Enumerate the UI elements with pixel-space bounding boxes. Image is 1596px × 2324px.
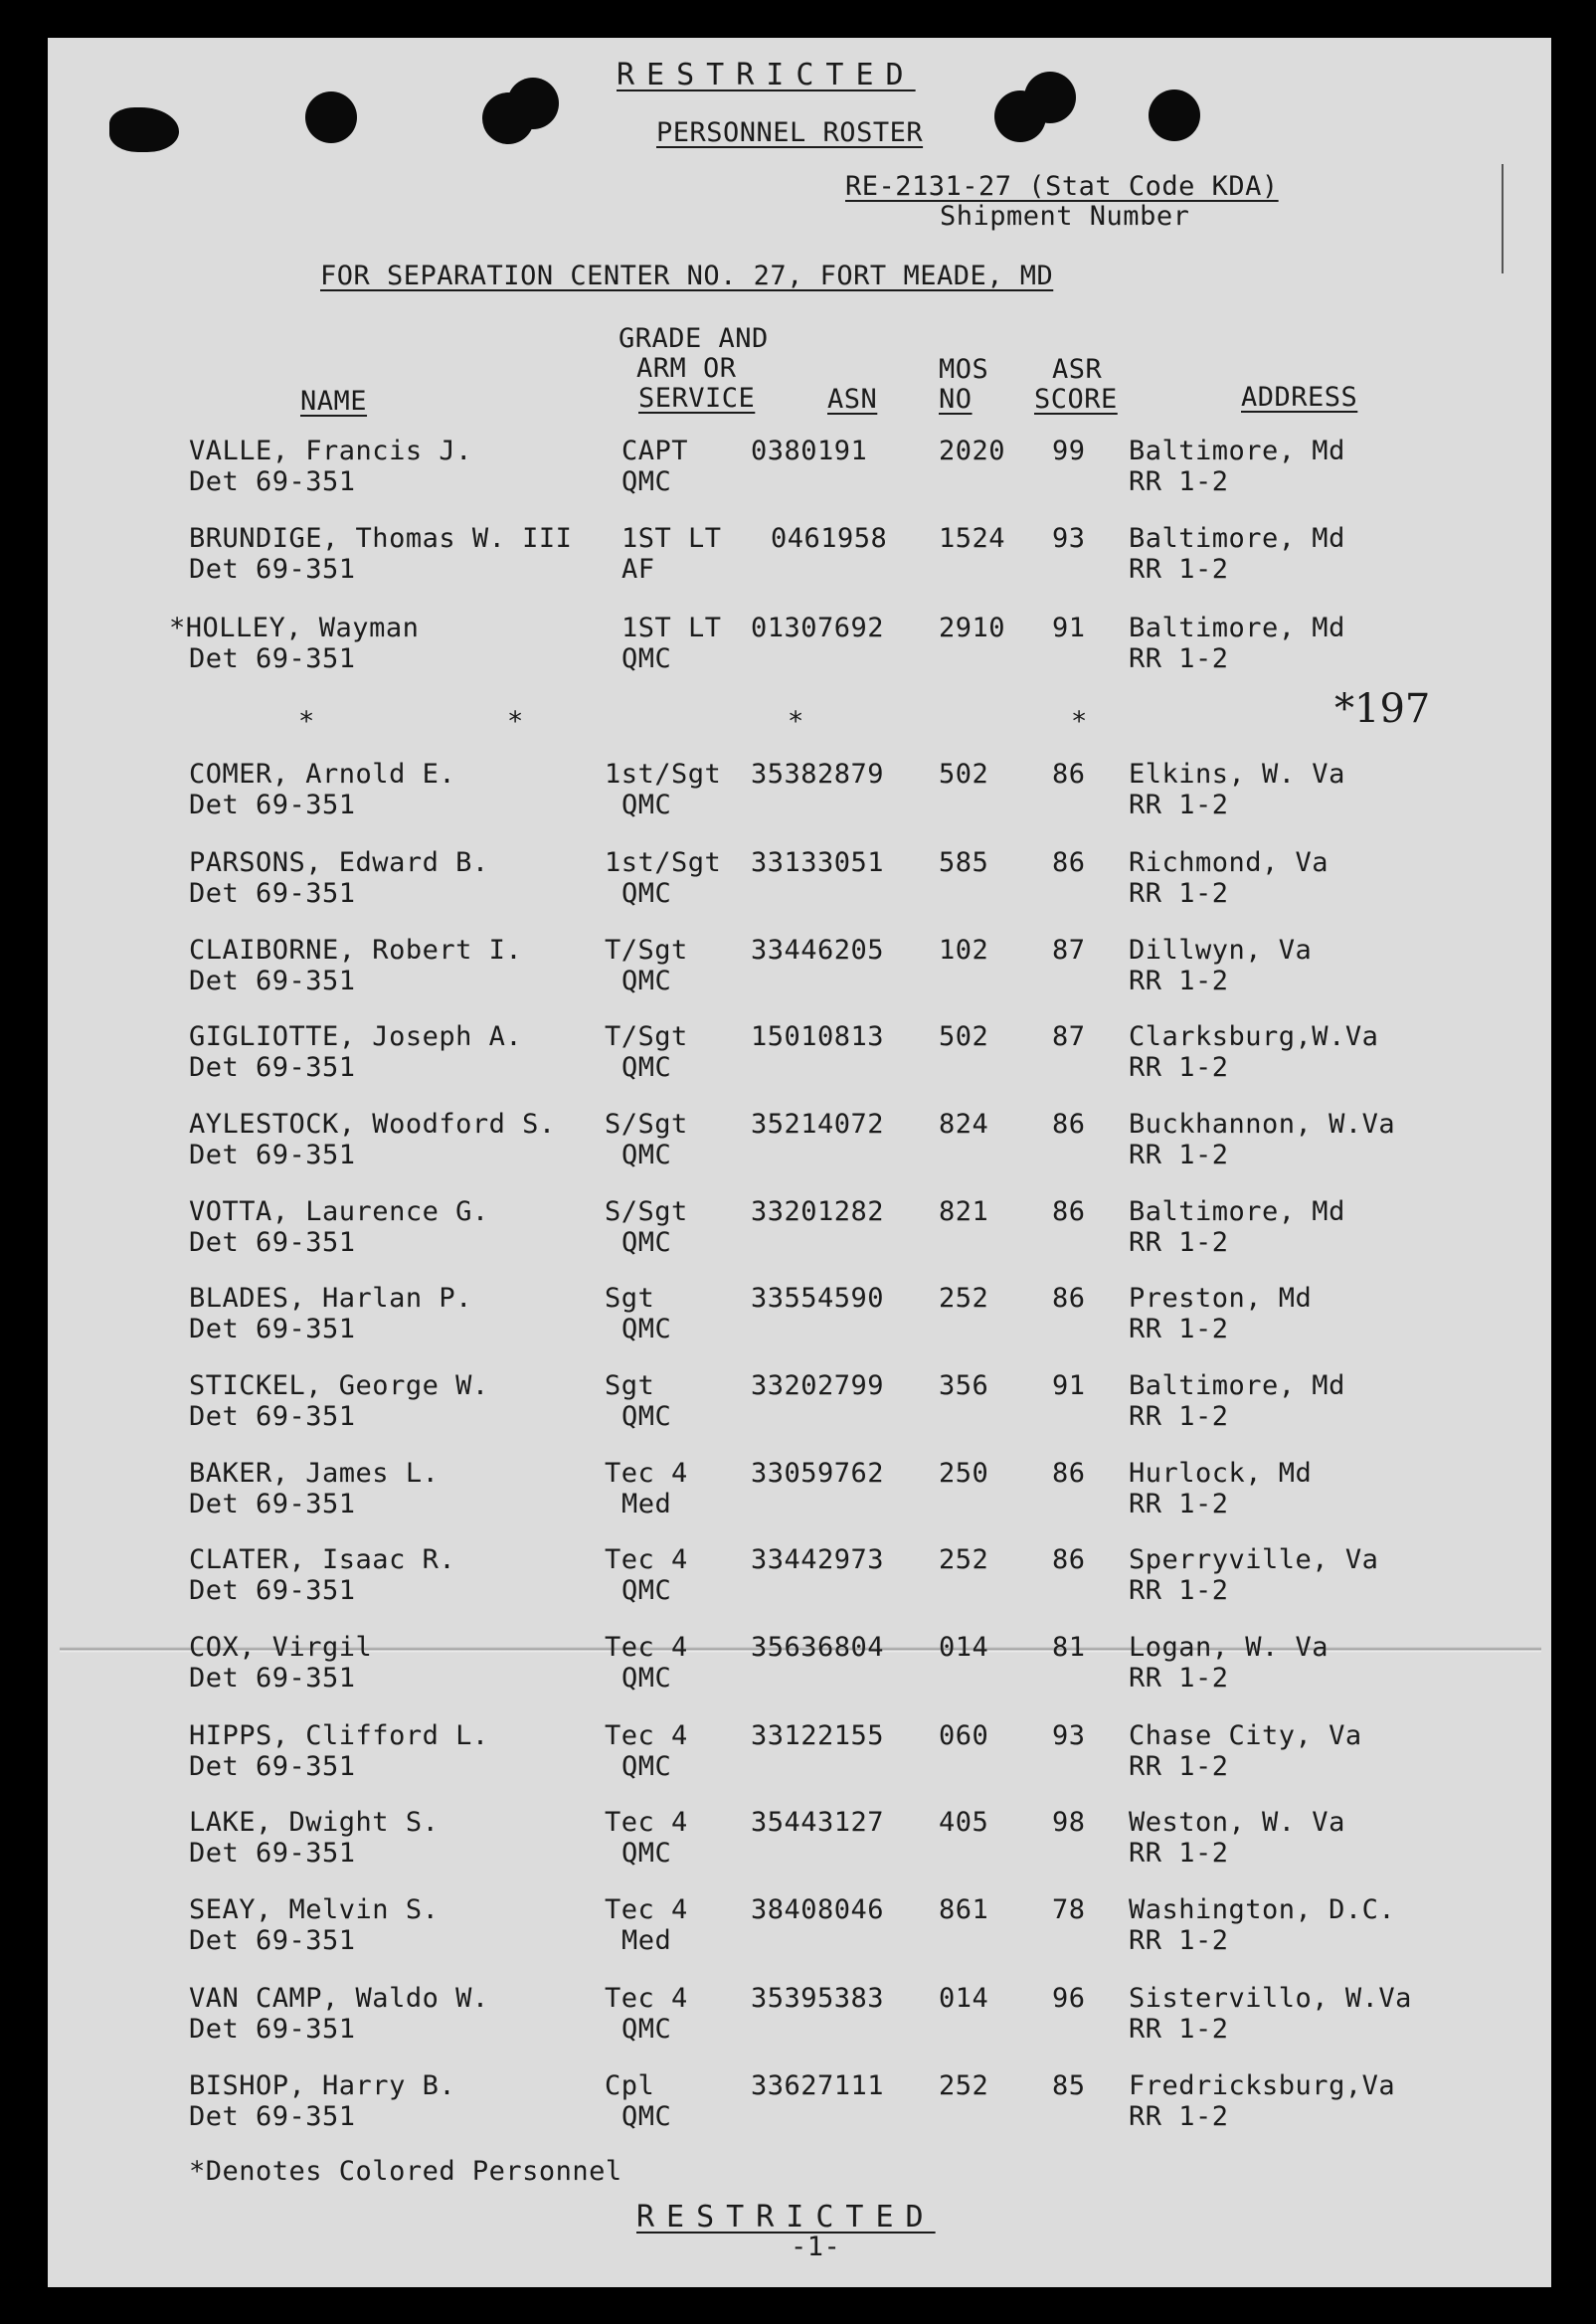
row-rr: RR 1-2 <box>1129 466 1229 497</box>
row-mos: 014 <box>939 1632 989 1663</box>
row-arm: Med <box>621 1489 672 1520</box>
row-unit: Det 69-351 <box>189 643 356 674</box>
row-rr: RR 1-2 <box>1129 643 1229 674</box>
row-asn: 01307692 <box>751 613 885 643</box>
row-asn: 35214072 <box>751 1109 885 1140</box>
row-asr: 86 <box>1052 1458 1086 1489</box>
row-asn: 35443127 <box>751 1807 885 1838</box>
row-asn: 38408046 <box>751 1894 885 1925</box>
row-mos: 585 <box>939 847 989 878</box>
row-asr: 86 <box>1052 1109 1086 1140</box>
separator-star: * <box>1071 706 1088 737</box>
table-row <box>0 523 1596 585</box>
row-rr: RR 1-2 <box>1129 1314 1229 1344</box>
row-rr: RR 1-2 <box>1129 2101 1229 2132</box>
row-name: SEAY, Melvin S. <box>189 1894 440 1925</box>
table-row <box>0 1632 1596 1694</box>
row-grade: S/Sgt <box>605 1196 688 1227</box>
row-arm: QMC <box>621 2101 672 2132</box>
row-mos: 252 <box>939 1283 989 1314</box>
table-row <box>0 1196 1596 1258</box>
row-asr: 81 <box>1052 1632 1086 1663</box>
row-mos: 2020 <box>939 436 1006 466</box>
row-mos: 502 <box>939 759 989 790</box>
row-name: AYLESTOCK, Woodford S. <box>189 1109 556 1140</box>
row-asr: 91 <box>1052 613 1086 643</box>
row-asr: 86 <box>1052 759 1086 790</box>
table-row <box>0 613 1596 674</box>
row-grade: Tec 4 <box>605 1458 688 1489</box>
row-unit: Det 69-351 <box>189 790 356 820</box>
row-rr: RR 1-2 <box>1129 554 1229 585</box>
row-grade: Tec 4 <box>605 1807 688 1838</box>
row-asr: 99 <box>1052 436 1086 466</box>
row-address: Baltimore, Md <box>1129 613 1345 643</box>
row-mos: 060 <box>939 1720 989 1751</box>
row-mos: 405 <box>939 1807 989 1838</box>
shipment-caption: Shipment Number <box>940 201 1190 232</box>
row-asr: 85 <box>1052 2070 1086 2101</box>
row-name: COX, Virgil <box>189 1632 373 1663</box>
table-row <box>0 1458 1596 1520</box>
row-grade: 1ST LT <box>621 613 722 643</box>
table-row <box>0 1720 1596 1782</box>
row-unit: Det 69-351 <box>189 1575 356 1606</box>
row-grade: 1st/Sgt <box>605 759 722 790</box>
row-unit: Det 69-351 <box>189 1489 356 1520</box>
table-row <box>0 1807 1596 1869</box>
row-name: CLAIBORNE, Robert I. <box>189 935 523 966</box>
row-arm: QMC <box>621 1575 672 1606</box>
row-grade: Tec 4 <box>605 1894 688 1925</box>
row-address: Baltimore, Md <box>1129 523 1345 554</box>
row-asn: 33133051 <box>751 847 885 878</box>
row-address: Sperryville, Va <box>1129 1544 1379 1575</box>
row-grade: T/Sgt <box>605 1021 688 1052</box>
row-unit: Det 69-351 <box>189 1663 356 1694</box>
row-asr: 86 <box>1052 847 1086 878</box>
separator-star: * <box>788 706 804 737</box>
row-unit: Det 69-351 <box>189 466 356 497</box>
table-row <box>0 1370 1596 1432</box>
punch-hole <box>305 91 357 143</box>
col-header-mos-2: NO <box>939 384 973 415</box>
margin-mark <box>1502 164 1504 273</box>
row-name: BISHOP, Harry B. <box>189 2070 456 2101</box>
row-address: Elkins, W. Va <box>1129 759 1345 790</box>
col-header-mos-1: MOS <box>939 354 989 385</box>
row-asn: 33122155 <box>751 1720 885 1751</box>
row-address: Sistervillo, W.Va <box>1129 1983 1412 2014</box>
row-unit: Det 69-351 <box>189 554 356 585</box>
row-arm: QMC <box>621 878 672 909</box>
row-address: Hurlock, Md <box>1129 1458 1313 1489</box>
row-name: BLADES, Harlan P. <box>189 1283 472 1314</box>
row-asn: 35636804 <box>751 1632 885 1663</box>
row-asr: 93 <box>1052 1720 1086 1751</box>
row-address: Logan, W. Va <box>1129 1632 1330 1663</box>
table-row <box>0 1544 1596 1606</box>
row-address: Baltimore, Md <box>1129 1370 1345 1401</box>
row-name: VALLE, Francis J. <box>189 436 472 466</box>
row-asr: 91 <box>1052 1370 1086 1401</box>
row-asr: 93 <box>1052 523 1086 554</box>
row-asn: 33442973 <box>751 1544 885 1575</box>
row-mos: 1524 <box>939 523 1006 554</box>
row-asr: 78 <box>1052 1894 1086 1925</box>
row-rr: RR 1-2 <box>1129 1838 1229 1869</box>
row-asn: 33446205 <box>751 935 885 966</box>
row-rr: RR 1-2 <box>1129 1140 1229 1170</box>
row-grade: S/Sgt <box>605 1109 688 1140</box>
row-rr: RR 1-2 <box>1129 1489 1229 1520</box>
row-name: LAKE, Dwight S. <box>189 1807 440 1838</box>
center-line: FOR SEPARATION CENTER NO. 27, FORT MEADE, MD <box>320 261 1054 291</box>
row-arm: QMC <box>621 1401 672 1432</box>
shipment-code: RE-2131-27 (Stat Code KDA) <box>845 171 1279 202</box>
row-asn: 33202799 <box>751 1370 885 1401</box>
row-asr: 86 <box>1052 1283 1086 1314</box>
table-row <box>0 759 1596 820</box>
row-asr: 87 <box>1052 935 1086 966</box>
table-row <box>0 1109 1596 1170</box>
row-mos: 502 <box>939 1021 989 1052</box>
row-name: VAN CAMP, Waldo W. <box>189 1983 489 2014</box>
row-name: STICKEL, George W. <box>189 1370 489 1401</box>
row-arm: AF <box>621 554 655 585</box>
row-rr: RR 1-2 <box>1129 1227 1229 1258</box>
row-grade: Sgt <box>605 1283 655 1314</box>
row-arm: QMC <box>621 1227 672 1258</box>
row-mos: 252 <box>939 1544 989 1575</box>
row-unit: Det 69-351 <box>189 1227 356 1258</box>
row-asr: 86 <box>1052 1196 1086 1227</box>
row-name: CLATER, Isaac R. <box>189 1544 456 1575</box>
col-header-grade-3: SERVICE <box>638 383 756 414</box>
table-row <box>0 1894 1596 1956</box>
row-address: Baltimore, Md <box>1129 1196 1345 1227</box>
col-header-grade-1: GRADE AND <box>619 323 769 354</box>
row-rr: RR 1-2 <box>1129 1925 1229 1956</box>
punch-hole <box>507 78 559 129</box>
row-asn: 33627111 <box>751 2070 885 2101</box>
col-header-asr-1: ASR <box>1052 354 1103 385</box>
row-grade: Cpl <box>605 2070 655 2101</box>
row-arm: QMC <box>621 466 672 497</box>
separator-star: * <box>298 706 315 737</box>
row-asr: 86 <box>1052 1544 1086 1575</box>
row-arm: Med <box>621 1925 672 1956</box>
col-header-asn: ASN <box>827 384 878 415</box>
footnote: *Denotes Colored Personnel <box>189 2156 622 2187</box>
row-grade: 1st/Sgt <box>605 847 722 878</box>
row-asn: 33059762 <box>751 1458 885 1489</box>
row-asn: 33201282 <box>751 1196 885 1227</box>
row-address: Washington, D.C. <box>1129 1894 1396 1925</box>
col-header-address: ADDRESS <box>1241 382 1358 413</box>
row-grade: CAPT <box>621 436 689 466</box>
row-arm: QMC <box>621 2014 672 2045</box>
table-row <box>0 1983 1596 2045</box>
restricted-footer: RESTRICTED <box>636 2200 936 2235</box>
row-asn: 35382879 <box>751 759 885 790</box>
ink-blot <box>109 107 179 152</box>
row-name: BAKER, James L. <box>189 1458 440 1489</box>
col-header-grade-2: ARM OR <box>636 353 737 384</box>
row-mos: 102 <box>939 935 989 966</box>
row-arm: QMC <box>621 1663 672 1694</box>
table-row <box>0 2070 1596 2132</box>
row-arm: QMC <box>621 643 672 674</box>
row-name: HIPPS, Clifford L. <box>189 1720 489 1751</box>
row-mos: 252 <box>939 2070 989 2101</box>
row-address: Chase City, Va <box>1129 1720 1362 1751</box>
row-address: Fredricksburg,Va <box>1129 2070 1396 2101</box>
row-mos: 824 <box>939 1109 989 1140</box>
row-arm: QMC <box>621 1751 672 1782</box>
row-arm: QMC <box>621 1140 672 1170</box>
row-mos: 821 <box>939 1196 989 1227</box>
row-rr: RR 1-2 <box>1129 966 1229 996</box>
row-name: VOTTA, Laurence G. <box>189 1196 489 1227</box>
col-header-name: NAME <box>300 386 368 417</box>
row-grade: 1ST LT <box>621 523 722 554</box>
row-address: Clarksburg,W.Va <box>1129 1021 1379 1052</box>
punch-hole <box>1149 89 1200 141</box>
row-unit: Det 69-351 <box>189 1751 356 1782</box>
row-asn: 35395383 <box>751 1983 885 2014</box>
row-asr: 96 <box>1052 1983 1086 2014</box>
row-unit: Det 69-351 <box>189 1314 356 1344</box>
row-rr: RR 1-2 <box>1129 1052 1229 1083</box>
row-mos: 861 <box>939 1894 989 1925</box>
row-mos: 356 <box>939 1370 989 1401</box>
roster-title: PERSONNEL ROSTER <box>656 117 924 148</box>
row-rr: RR 1-2 <box>1129 878 1229 909</box>
row-unit: Det 69-351 <box>189 1401 356 1432</box>
table-row <box>0 847 1596 909</box>
row-arm: QMC <box>621 966 672 996</box>
row-asr: 87 <box>1052 1021 1086 1052</box>
row-address: Richmond, Va <box>1129 847 1330 878</box>
row-mos: 250 <box>939 1458 989 1489</box>
row-rr: RR 1-2 <box>1129 1575 1229 1606</box>
row-name: *HOLLEY, Wayman <box>169 613 420 643</box>
row-arm: QMC <box>621 1052 672 1083</box>
row-grade: T/Sgt <box>605 935 688 966</box>
row-unit: Det 69-351 <box>189 1838 356 1869</box>
row-name: GIGLIOTTE, Joseph A. <box>189 1021 523 1052</box>
table-row <box>0 1283 1596 1344</box>
restricted-header: RESTRICTED <box>617 58 916 92</box>
row-rr: RR 1-2 <box>1129 1751 1229 1782</box>
row-rr: RR 1-2 <box>1129 1663 1229 1694</box>
row-unit: Det 69-351 <box>189 1925 356 1956</box>
row-grade: Tec 4 <box>605 1544 688 1575</box>
row-name: PARSONS, Edward B. <box>189 847 489 878</box>
row-mos: 2910 <box>939 613 1006 643</box>
separator-star: * <box>507 706 524 737</box>
row-asn: 0461958 <box>771 523 888 554</box>
row-address: Weston, W. Va <box>1129 1807 1345 1838</box>
row-unit: Det 69-351 <box>189 1140 356 1170</box>
page-number: -1- <box>791 2232 841 2262</box>
handwritten-count: *197 <box>1334 686 1431 732</box>
table-row <box>0 436 1596 497</box>
row-arm: QMC <box>621 1314 672 1344</box>
row-address: Buckhannon, W.Va <box>1129 1109 1396 1140</box>
row-rr: RR 1-2 <box>1129 1401 1229 1432</box>
row-grade: Sgt <box>605 1370 655 1401</box>
row-asn: 15010813 <box>751 1021 885 1052</box>
row-rr: RR 1-2 <box>1129 2014 1229 2045</box>
row-name: BRUNDIGE, Thomas W. III <box>189 523 573 554</box>
row-arm: QMC <box>621 790 672 820</box>
row-name: COMER, Arnold E. <box>189 759 456 790</box>
row-asn: 0380191 <box>751 436 868 466</box>
table-row <box>0 935 1596 996</box>
row-unit: Det 69-351 <box>189 966 356 996</box>
row-unit: Det 69-351 <box>189 878 356 909</box>
row-address: Preston, Md <box>1129 1283 1313 1314</box>
row-grade: Tec 4 <box>605 1720 688 1751</box>
row-asr: 98 <box>1052 1807 1086 1838</box>
row-grade: Tec 4 <box>605 1983 688 2014</box>
row-address: Dillwyn, Va <box>1129 935 1313 966</box>
row-mos: 014 <box>939 1983 989 2014</box>
row-asn: 33554590 <box>751 1283 885 1314</box>
row-address: Baltimore, Md <box>1129 436 1345 466</box>
table-row <box>0 1021 1596 1083</box>
punch-hole <box>1024 72 1076 123</box>
row-arm: QMC <box>621 1838 672 1869</box>
row-unit: Det 69-351 <box>189 2014 356 2045</box>
row-unit: Det 69-351 <box>189 2101 356 2132</box>
col-header-asr-2: SCORE <box>1034 384 1118 415</box>
row-grade: Tec 4 <box>605 1632 688 1663</box>
row-unit: Det 69-351 <box>189 1052 356 1083</box>
row-rr: RR 1-2 <box>1129 790 1229 820</box>
